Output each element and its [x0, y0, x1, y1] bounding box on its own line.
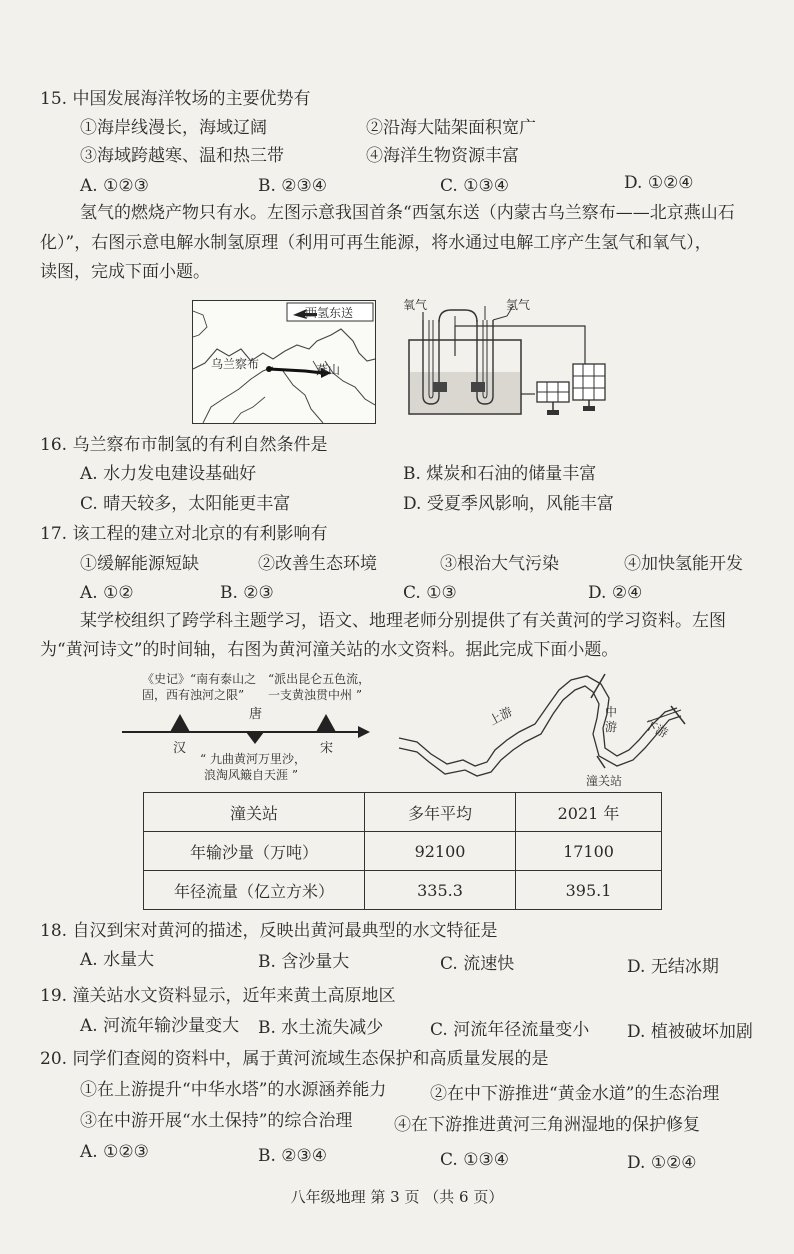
- label-oxygen: 氧气: [403, 298, 428, 312]
- q17-option-c[interactable]: C. ①③: [403, 583, 457, 603]
- q18-option-a[interactable]: A. 水量大: [80, 950, 155, 970]
- timeline-han-label: 汉: [173, 741, 187, 756]
- q20-option-b[interactable]: B. ②③④: [258, 1146, 328, 1166]
- intro1-line1: 氢气的燃烧产物只有水。左图示意我国首条“西氢东送（内蒙古乌兰察布——北京燕山石: [80, 203, 735, 223]
- table-cell: 92100: [365, 832, 516, 871]
- q19-stem: 19. 潼关站水文资料显示，近年来黄土高原地区: [40, 986, 396, 1006]
- q18-option-c[interactable]: C. 流速快: [440, 954, 515, 974]
- q18-option-d[interactable]: D. 无结冰期: [627, 957, 719, 977]
- q17-option-b[interactable]: B. ②③: [220, 583, 274, 603]
- table-cell: 395.1: [516, 871, 662, 910]
- q19-option-b[interactable]: B. 水土流失减少: [258, 1018, 384, 1038]
- hydrogen-route-map: [192, 300, 376, 424]
- timeline-quote-tang-2: 浪淘风簸自天涯 ”: [204, 768, 298, 782]
- timeline-quote-song-1: “派出昆仑五色流，: [268, 672, 371, 686]
- q16-option-a[interactable]: A. 水力发电建设基础好: [80, 464, 257, 484]
- timeline-quote-song-2: 一支黄浊贯中州 ”: [268, 688, 362, 702]
- table-header-row: [144, 793, 662, 832]
- q17-stem: 17. 该工程的建立对北京的有利影响有: [40, 524, 328, 544]
- q20-option-a[interactable]: A. ①②③: [80, 1142, 149, 1162]
- q19-option-c[interactable]: C. 河流年径流量变小: [430, 1020, 590, 1040]
- han-marker-icon: [170, 714, 190, 732]
- q20-item-2: ②在中下游推进“黄金水道”的生态治理: [430, 1084, 720, 1104]
- label-hydrogen: 氢气: [506, 298, 531, 312]
- intro1-line3: 读图，完成下面小题。: [40, 262, 210, 282]
- river-upper-label: 上游: [486, 704, 515, 728]
- q15-option-c[interactable]: C. ①③④: [440, 176, 509, 196]
- timeline-song-label: 宋: [320, 741, 334, 756]
- q19-option-d[interactable]: D. 植被破坏加剧: [627, 1022, 753, 1042]
- table-row: [144, 871, 662, 910]
- table-row: [144, 832, 662, 871]
- table-header-cell: 2021 年: [516, 793, 662, 832]
- intro2-line1: 某学校组织了跨学科主题学习，语文、地理老师分别提供了有关黄河的学习资料。左图: [80, 611, 726, 631]
- table-cell: 年输沙量（万吨）: [144, 832, 365, 871]
- table-cell: 年径流量（亿立方米）: [144, 871, 365, 910]
- q15-option-b[interactable]: B. ②③④: [258, 176, 328, 196]
- map-city-yanshan: 燕山: [316, 363, 341, 377]
- q19-option-a[interactable]: A. 河流年输沙量变大: [80, 1016, 240, 1036]
- q16-option-c[interactable]: C. 晴天较多，太阳能更丰富: [80, 494, 291, 514]
- q17-item-4: ④加快氢能开发: [624, 554, 743, 574]
- intro1-line2: 化）”，右图示意电解水制氢原理（利用可再生能源，将水通过电解工序产生氢气和氧气），: [40, 233, 712, 253]
- q20-item-3: ③在中游开展“水土保持”的综合治理: [80, 1111, 353, 1131]
- river-middle-label-2: 游: [605, 720, 618, 734]
- q16-stem: 16. 乌兰察布市制氢的有利自然条件是: [40, 435, 328, 455]
- q15-stem: 15. 中国发展海洋牧场的主要优势有: [40, 89, 311, 109]
- timeline-quote-han-2: 固，西有浊河之限”: [142, 688, 245, 702]
- q16-option-d[interactable]: D. 受夏季风影响，风能丰富: [403, 494, 614, 514]
- q15-item-2: ②沿海大陆架面积宽广: [366, 118, 536, 138]
- q17-option-a[interactable]: A. ①②: [80, 583, 134, 603]
- map-legend-label: 西氢东送: [305, 306, 354, 320]
- river-station-label: 潼关站: [586, 774, 623, 788]
- intro2-line2: 为“黄河诗文”的时间轴，右图为黄河潼关站的水文资料。据此完成下面小题。: [40, 640, 619, 660]
- q18-option-b[interactable]: B. 含沙量大: [258, 952, 350, 972]
- q17-item-1: ①缓解能源短缺: [80, 554, 199, 574]
- q20-stem: 20. 同学们查阅的资料中，属于黄河流域生态保护和高质量发展的是: [40, 1049, 549, 1069]
- map-city-ulanqab: 乌兰察布: [211, 357, 260, 371]
- q18-stem: 18. 自汉到宋对黄河的描述，反映出黄河最典型的水文特征是: [40, 921, 498, 941]
- q20-option-d[interactable]: D. ①②④: [627, 1153, 697, 1173]
- q15-item-3: ③海域跨越寒、温和热三带: [80, 146, 284, 166]
- q17-item-2: ②改善生态环境: [258, 554, 377, 574]
- table-cell: 335.3: [365, 871, 516, 910]
- river-lower-label: 下游: [642, 717, 671, 741]
- q20-item-4: ④在下游推进黄河三角洲湿地的保护修复: [394, 1115, 700, 1135]
- timeline-quote-tang-1: “ 九曲黄河万里沙，: [200, 752, 306, 766]
- song-marker-icon: [316, 714, 336, 732]
- timeline-axis: [118, 708, 378, 748]
- timeline-tang-label: 唐: [249, 707, 263, 722]
- q20-item-1: ①在上游提升“中华水塔”的水源涵养能力: [80, 1080, 387, 1100]
- table-header-cell: 多年平均: [365, 793, 516, 832]
- page-footer: 八年级地理 第 3 页 （共 6 页）: [290, 1188, 504, 1206]
- hydrology-table: [143, 792, 662, 910]
- q15-item-1: ①海岸线漫长，海域辽阔: [80, 118, 267, 138]
- tang-marker-icon: [246, 732, 264, 744]
- electrolysis-diagram: [395, 296, 635, 424]
- river-middle-label-1: 中: [605, 705, 618, 719]
- q20-option-c[interactable]: C. ①③④: [440, 1150, 509, 1170]
- q17-item-3: ③根治大气污染: [440, 554, 559, 574]
- timeline-quote-han-1: 《史记》“南有泰山之: [142, 672, 257, 686]
- q17-option-d[interactable]: D. ②④: [588, 583, 643, 603]
- q16-option-b[interactable]: B. 煤炭和石油的储量丰富: [403, 464, 597, 484]
- table-cell: 17100: [516, 832, 662, 871]
- q15-option-d[interactable]: D. ①②④: [624, 173, 694, 193]
- table-header-cell: 潼关站: [144, 793, 365, 832]
- q15-item-4: ④海洋生物资源丰富: [366, 146, 519, 166]
- q15-option-a[interactable]: A. ①②③: [80, 176, 149, 196]
